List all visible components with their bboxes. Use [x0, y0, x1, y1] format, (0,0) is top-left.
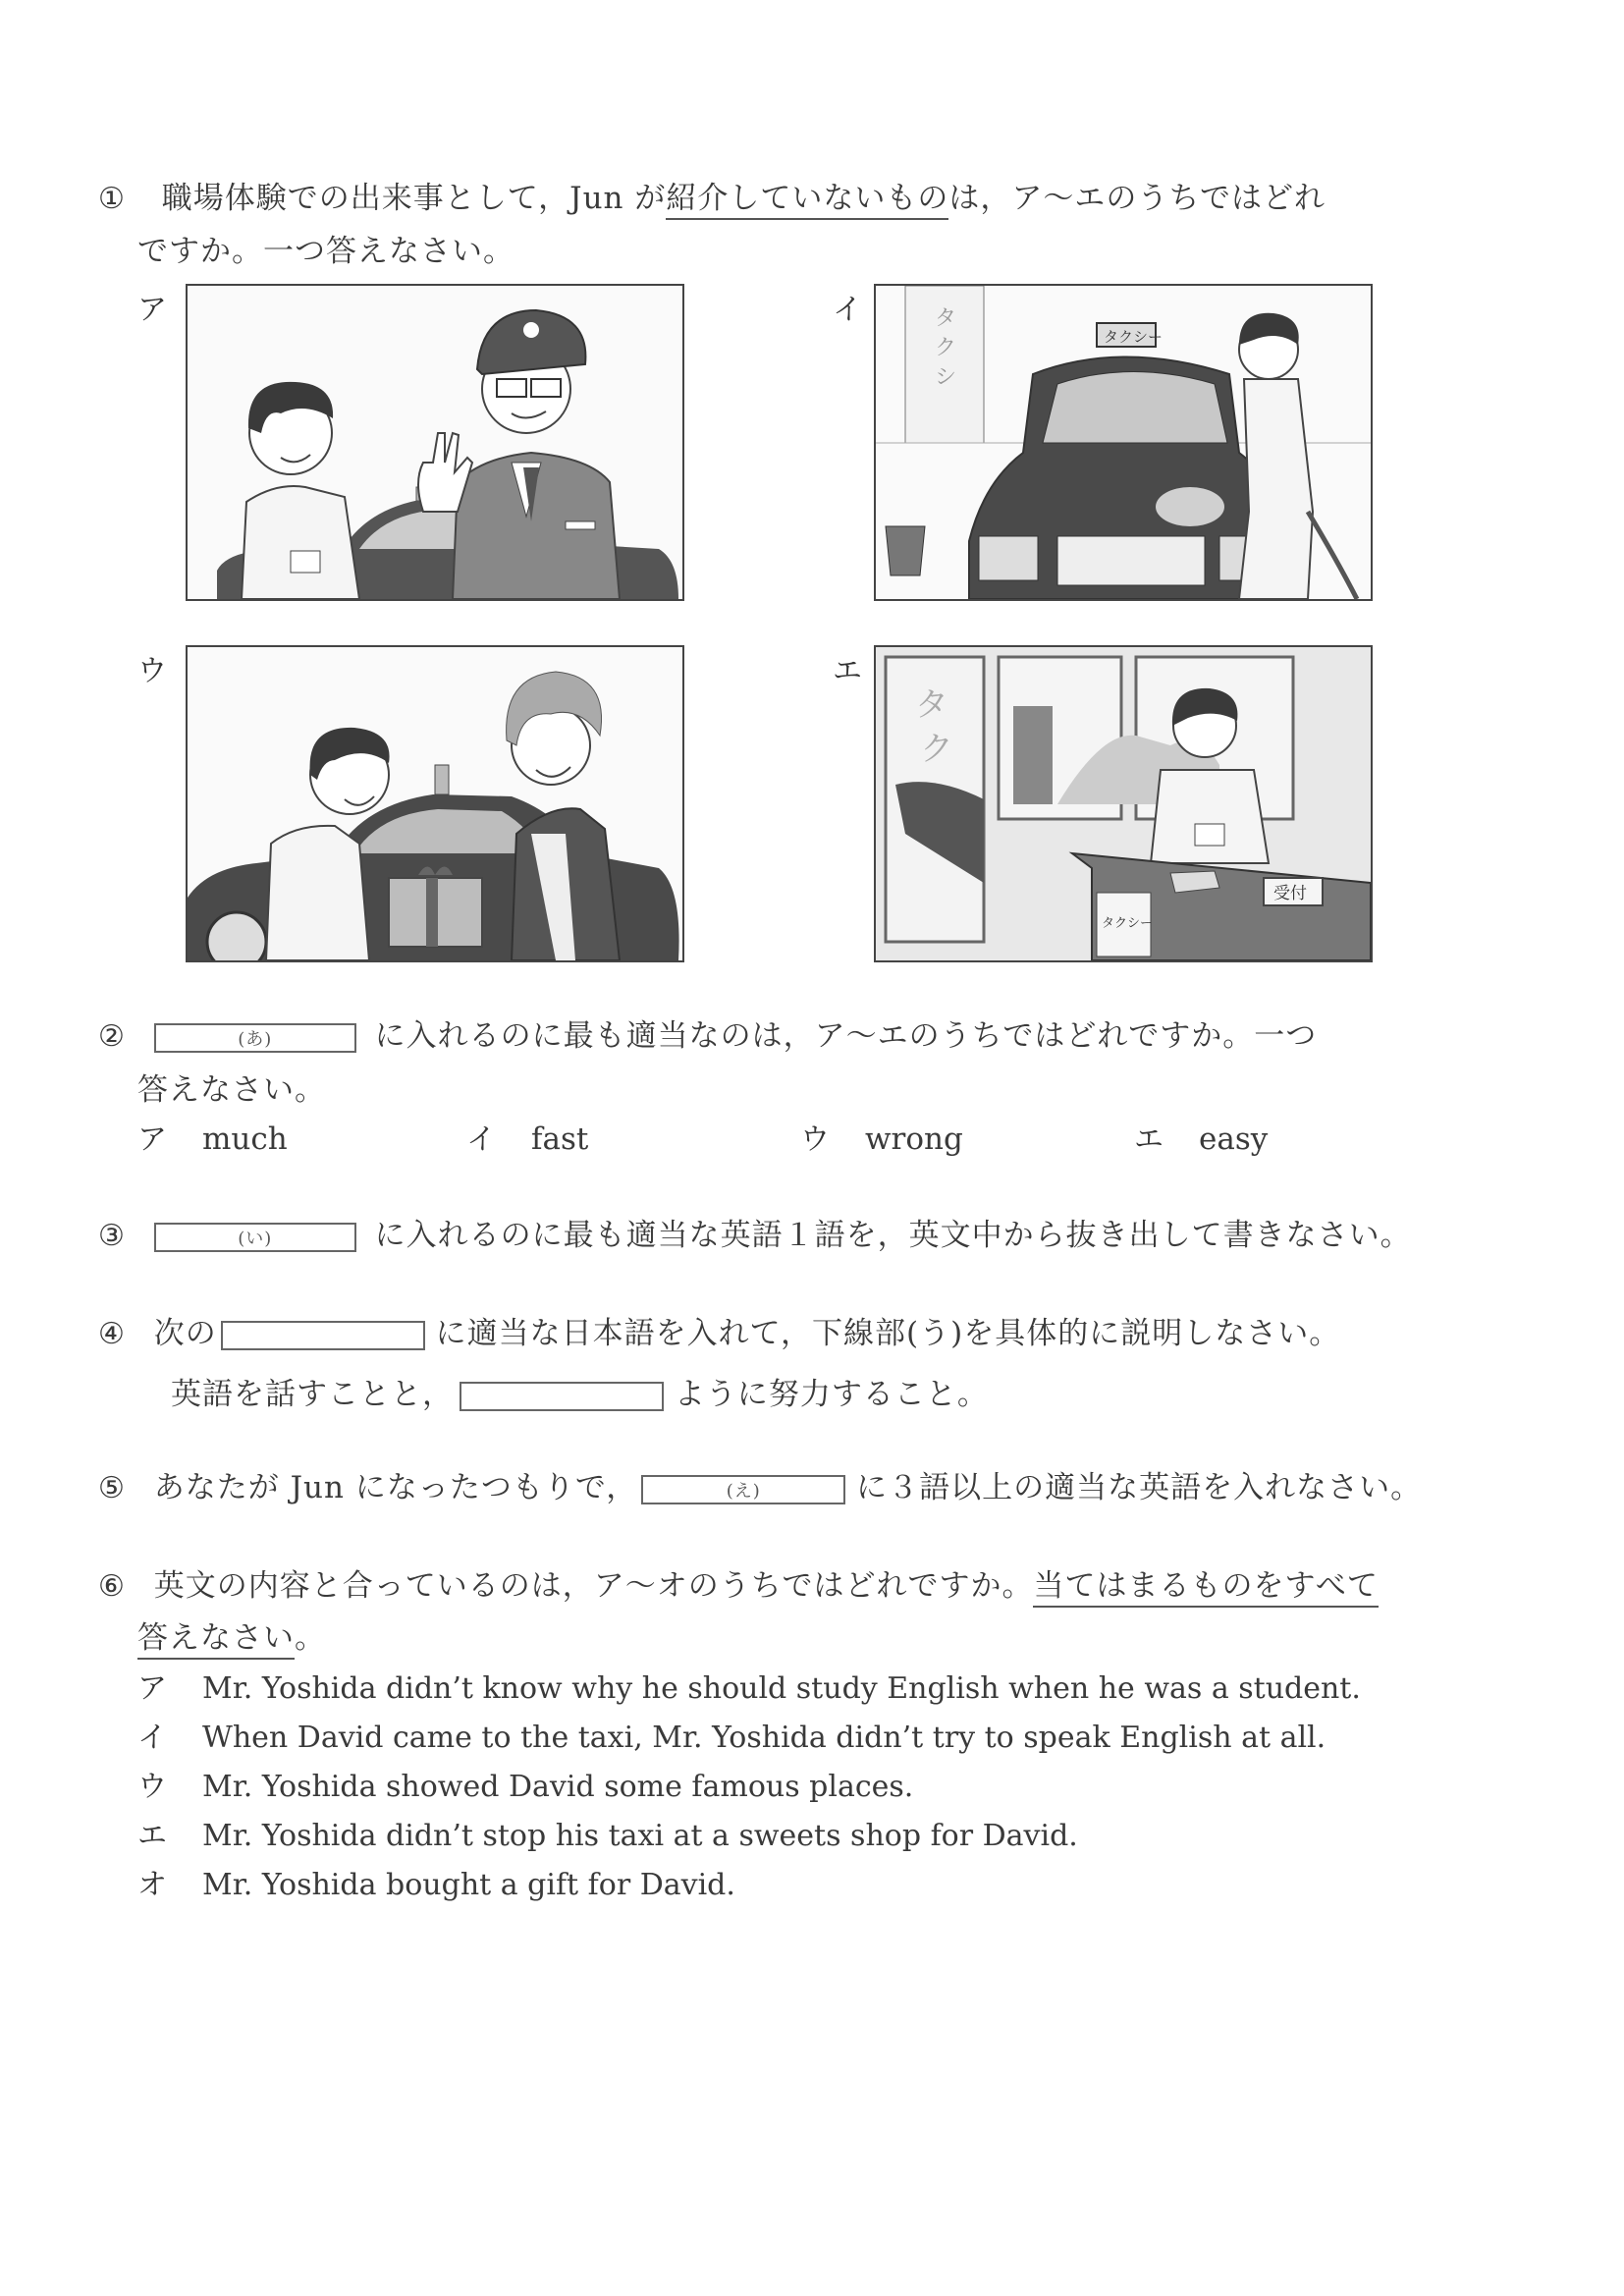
svg-text:タ: タ — [935, 306, 957, 331]
statement-text: Mr. Yoshida showed David some famous places. — [202, 1770, 914, 1804]
statement-text: Mr. Yoshida didn’t know why he should study English when he was a student. — [202, 1671, 1361, 1706]
svg-text:ク: ク — [920, 730, 953, 769]
picture-label: エ — [833, 654, 862, 688]
picture-label: イ — [833, 293, 862, 327]
question-1-line-2: ですか。一つ答えなさい。 — [137, 234, 514, 269]
question-number: ⑤ — [98, 1471, 126, 1505]
question-4 — [98, 1314, 1340, 1354]
statement-label: ア — [137, 1671, 167, 1706]
choice-label: エ — [1134, 1122, 1164, 1157]
choice-label: ア — [137, 1122, 167, 1157]
answer-blank-japanese[interactable] — [221, 1321, 425, 1350]
statement-label: エ — [137, 1819, 167, 1853]
statement-label: イ — [137, 1721, 167, 1755]
svg-text:シ: シ — [935, 365, 957, 390]
question-text: に３語以上の適当な英語を入れなさい。 — [856, 1470, 1423, 1505]
choice-a[interactable] — [137, 1120, 288, 1160]
gift-exchange-illustration-icon — [188, 647, 682, 960]
question-text: 英語を話すことと， — [171, 1377, 454, 1412]
question-6 — [98, 1566, 1379, 1607]
underlined-text: 答えなさい — [137, 1620, 295, 1660]
answer-blank-a[interactable]: (あ) — [154, 1023, 356, 1053]
picture-label: ア — [137, 293, 167, 327]
question-text: 次の — [153, 1316, 217, 1351]
statement-label: ウ — [137, 1770, 167, 1804]
choice-d[interactable] — [1134, 1120, 1268, 1160]
question-2-line-2: 答えなさい。 — [137, 1072, 326, 1108]
cleaning-desk-illustration-icon — [876, 647, 1371, 960]
question-number: ② — [98, 1019, 126, 1054]
picture-d[interactable] — [874, 645, 1373, 962]
choice-b[interactable] — [466, 1120, 588, 1160]
choice-label: イ — [466, 1122, 496, 1157]
question-4-line-2 — [171, 1375, 989, 1414]
underlined-text: 当てはまるものをすべて — [1033, 1568, 1378, 1608]
picture-a[interactable] — [186, 284, 684, 601]
question-3 — [98, 1216, 1412, 1256]
question-1 — [98, 179, 1326, 219]
choice-c[interactable] — [800, 1120, 963, 1160]
question-text: に入れるのに最も適当な英語１語を，英文中から抜き出して書きなさい。 — [374, 1218, 1412, 1253]
svg-text:受付: 受付 — [1273, 884, 1307, 903]
statement-text: When David came to the taxi, Mr. Yoshida didn’t try to speak English at all. — [202, 1721, 1326, 1755]
picture-c[interactable] — [186, 645, 684, 962]
statement-label: オ — [137, 1868, 167, 1902]
underlined-text: 紹介していないもの — [666, 181, 948, 220]
question-number: ① — [98, 182, 126, 216]
choice-text: easy — [1199, 1121, 1269, 1157]
question-text: は，ア～エのうちではどれ — [948, 181, 1326, 216]
question-2 — [98, 1016, 1317, 1057]
question-number: ④ — [98, 1317, 126, 1351]
question-5 — [98, 1468, 1422, 1508]
question-text: あなたが Jun になったつもりで， — [153, 1470, 638, 1505]
picture-b[interactable] — [874, 284, 1373, 601]
question-text: ように努力すること。 — [674, 1377, 989, 1412]
driver-greeting-illustration-icon — [188, 286, 682, 599]
question-text: に入れるのに最も適当なのは，ア～エのうちではどれですか。一つ — [374, 1018, 1318, 1054]
statement-c[interactable] — [137, 1768, 913, 1807]
question-6-line-2 — [137, 1618, 326, 1658]
statement-d[interactable] — [137, 1817, 1078, 1856]
statement-b[interactable] — [137, 1719, 1326, 1758]
statement-text: Mr. Yoshida bought a gift for David. — [202, 1868, 735, 1902]
question-number: ⑥ — [98, 1569, 126, 1604]
question-text: 。 — [295, 1620, 326, 1656]
choice-text: much — [202, 1121, 288, 1157]
statement-text: Mr. Yoshida didn’t stop his taxi at a sweets shop for David. — [202, 1819, 1078, 1853]
choice-label: ウ — [800, 1122, 830, 1157]
choice-text: fast — [531, 1121, 589, 1157]
question-text: 職場体験での出来事として，Jun が — [161, 181, 667, 216]
statement-a[interactable] — [137, 1669, 1361, 1709]
washing-taxi-illustration-icon — [876, 286, 1371, 599]
question-text: に適当な日本語を入れて，下線部(う)を具体的に説明しなさい。 — [435, 1316, 1341, 1351]
question-number: ③ — [98, 1219, 126, 1253]
choice-text: wrong — [865, 1121, 963, 1157]
answer-blank-e[interactable]: (え) — [641, 1475, 845, 1504]
svg-text:タ: タ — [915, 685, 948, 725]
question-text: 英文の内容と合っているのは，ア～オのうちではどれですか。 — [153, 1568, 1034, 1604]
svg-text:ク: ク — [935, 336, 957, 360]
statement-e[interactable] — [137, 1866, 735, 1905]
answer-blank-japanese-2[interactable] — [460, 1382, 664, 1411]
picture-label: ウ — [137, 654, 167, 688]
svg-text:タクシー: タクシー — [1102, 916, 1154, 931]
svg-text:タクシー: タクシー — [1104, 328, 1164, 346]
answer-blank-i[interactable]: (い) — [154, 1223, 356, 1252]
